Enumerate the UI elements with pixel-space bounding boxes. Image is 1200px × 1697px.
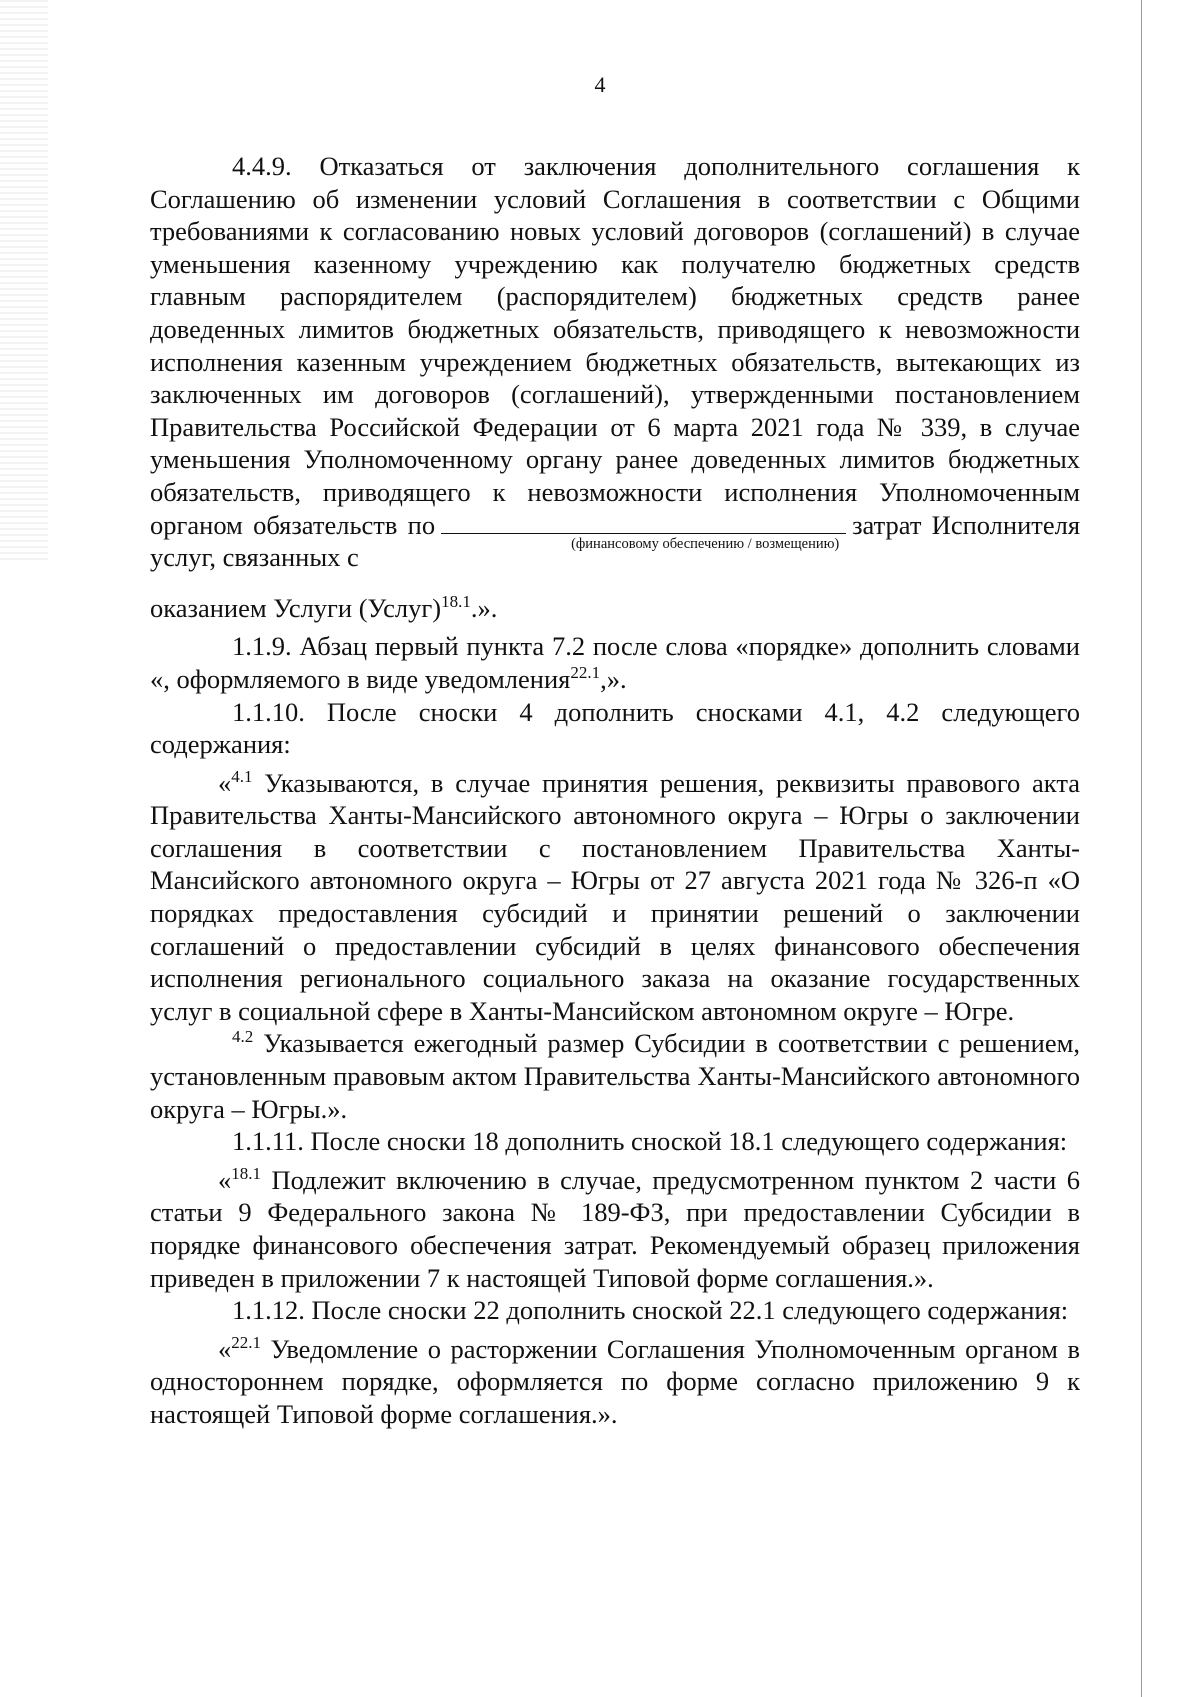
footnote-marker: 22.1 xyxy=(231,1332,261,1352)
clause-number: 4.4.9. xyxy=(232,151,292,181)
item-1-1-11: 1.1.11. После сноски 18 дополнить сноской 18.1 следующего содержания: xyxy=(232,1126,1068,1157)
footnote-18-1: «$^{18.1}$ Подлежит включению в случае, предусмотренном пунктом 2 части 6 статьи 9 Федерального закона № 189-ФЗ, при предоставлении Субсидии в порядке финансового обеспечения затрат. Рекомендуемый образец приложения приведен в приложении 7 к настоящей Типовой форме соглашения.». xyxy=(150,1163,1080,1293)
footnote-ref: 22.1 xyxy=(570,663,601,683)
footnote-22-1: «$^{22.1}$ Уведомление о расторжении Соглашения Уполномоченным органом в одностороннем порядке, оформляется по форме согласно приложению 9 к настоящей Типовой форме соглашения.». xyxy=(150,1332,1080,1429)
clause-continuation: оказанием Услуги (Услуг)$^{18.1}$.». xyxy=(150,591,498,623)
footnote-4-1: «$^{4.1}$ Указываются, в случае принятия решения, реквизиты правового акта Правительства Ханты-Мансийского автономного округа – Югры о заключении соглашения в соответствии с постановлением Правительства Ханты-Мансийского автономного округа – Югры от 27 августа 2021 года № 326-п «О порядках предоставления субсидий и принятии решений о заключении соглашений о предоставлении субсидий в целях финансового обеспечения исполнения регионального социального заказа на оказание государственных услуг в социальной сфере в Ханты-Мансийском автономном округе – Югре. xyxy=(150,766,1080,1026)
clause-text-after-blank: затрат Исполнителя услуг, связанных с xyxy=(150,509,1081,573)
item-1-1-10: 1.1.10. После сноски 4 дополнить сносками 4.1, 4.2 следующего содержания: xyxy=(150,696,1080,760)
page-number: 4 xyxy=(594,72,606,97)
scan-margin-line xyxy=(1141,0,1143,1697)
item-1-1-12: 1.1.12. После сноски 22 дополнить сноской 22.1 следующего содержания: xyxy=(232,1295,1069,1326)
footnote-ref: 18.1 xyxy=(441,591,471,611)
footnote-4-2: $^{4.2}$ Указывается ежегодный размер Субсидии в соответствии с решением, установленным правовым актом Правительства Ханты-Мансийского автономного округа – Югры.». xyxy=(150,1027,1080,1124)
document-body xyxy=(150,150,1080,1431)
clause-4-4-9 xyxy=(150,150,1080,574)
footnote-marker: 18.1 xyxy=(231,1163,261,1183)
item-1-1-9: 1.1.9. Абзац первый пункта 7.2 после слова «порядке» дополнить словами «, оформляемого в виде уведомления$^{22.1}$,». xyxy=(150,631,1080,694)
footnote-marker: 4.1 xyxy=(231,766,253,786)
footnote-marker: 4.2 xyxy=(232,1027,254,1047)
fill-in-blank xyxy=(441,509,846,552)
blank-caption: (финансовому обеспечению / возмещению) xyxy=(571,535,840,552)
clause-text: Отказаться от заключения дополнительного соглашения к Соглашению об изменении условий Соглашения в соответствии с Общими требованиями к согласованию новых условий договоров (соглашений) в случае уменьшения казенному учреждению как получателю бюджетных средств главным распорядителем (распорядителем) бюджетных средств ранее доведенных лимитов бюджетных обязательств, приводящего к невозможности исполнения казенным учреждением бюджетных обязательств, вытекающих из заключенных им договоров (соглашений), утвержденными постановлением Правительства Российской Федерации от 6 марта 2021 года № 339, в случае уменьшения Уполномоченному органу ранее доведенных лимитов бюджетных обязательств, приводящего к невозможности исполнения Уполномоченным органом обязательств по xyxy=(150,151,1080,540)
